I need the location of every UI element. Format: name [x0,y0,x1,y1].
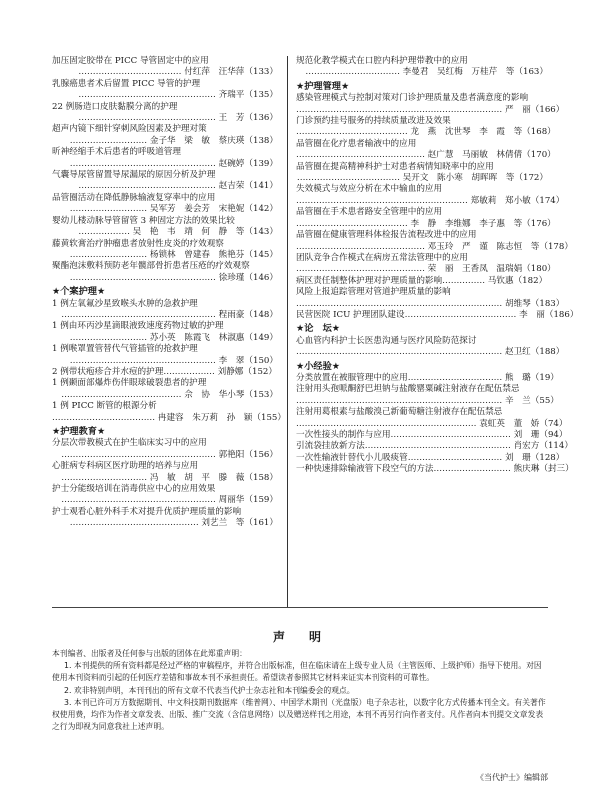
toc-entry[interactable] [296,452,565,464]
toc-entry-byline: ……………………………… 冉建容 朱万莉 孙 颖（155） [52,412,286,423]
toc-entry-title: 2 例带状疱疹合并水痘的护理……………… 刘静娜（152） [52,366,277,377]
toc-entry[interactable] [296,230,573,253]
toc-entry-title: 品管圈在健康管理科体检报告流程改进中的应用 [296,230,477,241]
toc-entry[interactable] [296,162,548,185]
toc-entry-title: 护士分能级培训在消毒供应中心的应用效果 [52,484,216,495]
toc-entry-byline: ……………………… 金子华 梁 敏 蔡庆瑛（138） [69,135,278,146]
section-rule [52,607,548,608]
toc-entry-byline: …………………………………………………… 郑敏莉 郑小敏（174） [296,195,565,206]
toc-entry[interactable] [52,321,278,344]
toc-entry-title: 品管圈在提高精神科护士对患者病情知晓率中的应用 [296,161,494,172]
toc-entry[interactable] [52,147,278,170]
toc-entry[interactable] [296,116,556,139]
toc-entry-byline: ……………………… 吴军芳 姜会芳 宋艳妮（142） [69,204,278,215]
toc-entry[interactable] [296,430,568,441]
toc-entry-title: 分层次带教模式在护生临床实习中的应用 [52,438,207,449]
toc-entry[interactable] [296,372,559,384]
toc-entry-title: 门诊预约挂号服务的持续质量改进及效果 [296,116,451,127]
declaration-intro: 本刊编者、出版者及任何参与出版的团体在此郑重声明： [52,649,247,658]
toc-entry[interactable] [52,261,278,284]
toc-entry-byline: ……………………………………… 邓玉玲 严 谨 陈志恒 等（178） [296,241,573,252]
toc-entry-title: 聚酯泡沫敷料预防老年髋部骨折患者压疮的疗效观察 [52,261,250,272]
toc-entry[interactable] [52,344,278,367]
toc-entry-byline: ……………… 吴 艳 韦 靖 何 静 等（143） [78,227,278,238]
toc-entry-byline: ………………………………… 李 静 李维娜 李子惠 等（176） [296,218,556,229]
toc-entry-byline: ……………………………………………………… 袁虹英 董 娇（74） [296,418,568,429]
toc-entry-title: 昕神经缩手术后患者的呼吸道管理 [52,147,181,158]
toc-entry-byline: ……………………………………………………………… 严 丽（166） [296,104,565,115]
section-heading: ★护理管理★ [296,80,350,92]
toc-entry-byline: …………………………… 李曼君 吴红梅 万桂芹 等（163） [305,67,548,78]
toc-entry-byline: ……………………………… 吴开文 陈小寒 胡晖晖 等（172） [296,173,548,184]
toc-entry-byline: ………………………………………… 赵吉荣（141） [78,181,278,192]
toc-entry-byline: …………………………………………… 李 翠（150） [69,355,278,366]
toc-entry[interactable] [296,384,559,407]
toc-entry-title: 团队竞争合作模式在病房五常法管理中的应用 [296,252,468,263]
toc-entry[interactable] [52,102,278,125]
toc-entry-title: 民营医院 ICU 护理团队建设………………………………… 李 丽（186） [296,309,579,320]
toc-entry-byline: ……………………………………………… 郭艳阳（156） [61,449,278,460]
declaration-signature: 《当代护士》编辑部 [476,773,548,782]
toc-entry[interactable] [296,207,556,230]
toc-entry-title: 注射用葛根素与盐酸溴己新葡萄糖注射液存在配伍禁忌 [296,407,503,418]
toc-entry-byline: ……………………………………………… 周丽华（159） [61,495,278,506]
toc-entry-title: 气囊导尿管留置导尿漏尿的原因分析及护理 [52,170,216,181]
toc-entry-title: 1 例左氧氟沙星致喉头水肿的急救护理 [52,298,198,309]
toc-entry-title: 品管圈活动在降低静脉输液复穿率中的应用 [52,192,216,203]
toc-entry-byline: ……………………………………………… 程雨豪（148） [61,309,278,320]
declaration-paragraph-2: 2. 欢非特别声明，本刊刊出的所有文章不代表当代护士杂志社和本刊编委会的观点。 [64,685,355,695]
toc-entry-title: 乳腺癌患者术后留置 PICC 导管的护理 [52,78,201,89]
section-heading: ★小经验★ [296,360,341,372]
toc-entry-title: 心脏病专科病区医疗助理的培养与应用 [52,461,199,472]
toc-entry[interactable] [52,438,278,461]
toc-entry-title: 品管圈在手术患者路安全管理中的应用 [296,207,443,218]
toc-entry-title: 一次性接头的制作与应用…………………………………… 刘 珊（94） [296,430,568,440]
column-divider [287,56,288,608]
toc-left-column [52,56,286,530]
toc-entry-byline: ……………………………………………………………… 赵卫红（188） [296,347,565,358]
toc-entry-title: 护士观看心脏外科手术对提升优质护理质量的影响 [52,506,242,517]
toc-entry[interactable] [296,335,565,359]
toc-entry-title: 加压固定胶带在 PICC 导管固定中的应用 [52,56,209,66]
toc-entry[interactable] [52,170,278,193]
toc-entry[interactable] [52,378,278,401]
toc-entry-title: 品管圈在化疗患者输液中的应用 [296,138,417,149]
section-heading: ★个案护理★ [52,286,106,298]
toc-entry-title: 感染管理模式与控制对策对门诊护理质量及患者满意度的影响 [296,93,529,104]
toc-entry[interactable] [52,484,278,507]
toc-entry-title: 分类放置在被服管理中的应用…………………………… 熊 璐（19） [296,372,559,383]
toc-entry-title: 22 例肠造口皮肤黏膜分离的护理 [52,101,178,112]
toc-entry-title: 1 例颞面部爆炸伤伴眼球破裂患者的护理 [52,378,207,389]
declaration-paragraph-3: 3. 本刊已许可万方数据期刊、中文科技期刊数据库（维普网）、中国学术期刊（光盘版）电子杂志社，以数字化方式传播本刊全文。有关著作权使用费，均作为作者文章发表、出版、推广交流（含信息网络）以及赠送样刊之用途，本刊不再另行向作者支付。凡作者向本刊提交文章发表之行为即视为同意我社上述声明。 [52,697,546,732]
toc-entry-byline: ……………………………………………………………… 辛 兰（55） [296,395,559,406]
toc-entry-byline: ……………………………………… 赵广慧 马丽敏 林倩倩（170） [296,150,556,161]
toc-entry-title: 婴幼儿楼动脉导管留管 3 种固定方法的效果比较 [52,215,235,226]
toc-entry-byline: ……………………… 杨锁林 曾建春 熊艳芬（145） [69,249,278,260]
toc-entry[interactable] [52,299,278,322]
toc-entry[interactable] [52,193,278,216]
section-heading: ★论 坛★ [296,323,341,335]
toc-entry[interactable] [296,93,565,116]
toc-entry[interactable] [52,507,278,530]
toc-entry[interactable] [296,441,573,452]
toc-entry-byline: ………………………………………… 王 芳（136） [78,113,278,124]
toc-entry-title: 引流袋挂放新方法…………………………………………… 肖宏方（114） [296,441,573,452]
declaration-paragraph-1: 1. 本刊提供的所有资料都是经过严格的审稿程序，并符合出版标准，但在临床请在上级专业人员（主管医师、上级护师）指导下使用。对因使用本刊资料而引起的任何医疗差错和事故本刊不承担责任。希望读者参照其它材料来证实本刊资料的可靠性。 [52,661,542,683]
toc-entry-title: 注射用头孢哌酮舒巴坦钠与盐酸罂粟碱注射液存在配伍禁忌 [296,384,520,395]
toc-entry-title: 一种快速排除输液管下段空气的方法……………………… 熊庆琳（封三） [296,464,574,475]
toc-right-column [296,56,579,476]
toc-entry-byline: ………………………………………… 齐瑞平（135） [78,90,278,101]
toc-entry-title: 一次性输液针替代小儿吸痰管…………………………… 刘 珊（128） [296,452,565,463]
toc-entry-byline: ……………………………… 付红萍 汪华萍（133） [78,67,278,78]
toc-entry[interactable] [296,309,579,321]
toc-entry-byline: ……………………………………… 荣 丽 王香凤 温瑞娟（180） [296,264,556,275]
toc-entry-title: 风险上报追踪管理对管道护理质量的影响 [296,287,451,298]
toc-entry[interactable] [52,401,286,424]
toc-entry-title: 失效模式与效应分析在术中输血的应用 [296,184,443,195]
toc-entry[interactable] [296,407,568,430]
toc-entry[interactable] [296,276,548,287]
toc-entry-byline: ………………………………… 龙 燕 沈世琴 李 霞 等（168） [296,127,556,138]
toc-entry[interactable] [296,252,556,276]
toc-entry-byline: ……………………… 苏小英 陈霞飞 林淑惠（149） [69,332,278,343]
toc-entry-title: 藤黄软膏治疗肿瘤患者放射性皮炎的疗效观察 [52,238,224,249]
toc-entry[interactable] [296,184,565,207]
toc-entry-title: 1 例 PICC 断管的根源分析 [52,401,157,412]
toc-entry-byline: …………………………………………… 赵碗婷（139） [69,158,278,169]
toc-entry-title: 超声内镜下细针穿刺风险因素及护理对策 [52,124,207,135]
toc-entry-byline: …………………………………… 佘 协 华小琴（153） [61,389,278,400]
toc-entry-title: 1 例喉罩置管替代气管插管的抢救护理 [52,344,198,355]
toc-entry-byline: ………………………… 冯 敏 胡 平 滕 薇（158） [61,472,278,483]
toc-entry-title: 规范化教学模式在口腔内科护理带教中的应用 [296,56,468,66]
toc-entry-title: 病区责任制整体护理对护理质量的影响…………… 马钦惠（182） [296,275,548,286]
toc-entry-title: 心血管内科护士长医患沟通与医疗风险防范探讨 [296,335,477,346]
toc-entry[interactable] [296,287,565,310]
toc-entry-byline: ……………………………………………………………… 胡维琴（183） [296,298,565,309]
toc-entry[interactable] [52,367,278,378]
toc-entry[interactable] [52,216,278,239]
toc-entry-byline: …………………………………………… 徐珍瑾（146） [69,272,278,283]
toc-entry[interactable] [296,138,556,162]
toc-entry[interactable] [296,464,574,475]
toc-entry[interactable] [52,79,278,102]
toc-entry[interactable] [52,124,278,147]
section-heading: ★护理教育★ [52,426,106,437]
toc-entry[interactable] [52,239,278,262]
declaration-title: 声 明 [272,630,327,644]
toc-entry-byline: ……………………………………… 刘艺兰 等（161） [69,518,278,529]
toc-entry-title: 1 例由环丙沙星滴眼液致速度药物过敏的护理 [52,321,224,332]
toc-entry[interactable] [296,56,548,79]
declaration-body [52,648,548,733]
toc-entry[interactable] [52,56,278,79]
toc-entry[interactable] [52,461,278,484]
